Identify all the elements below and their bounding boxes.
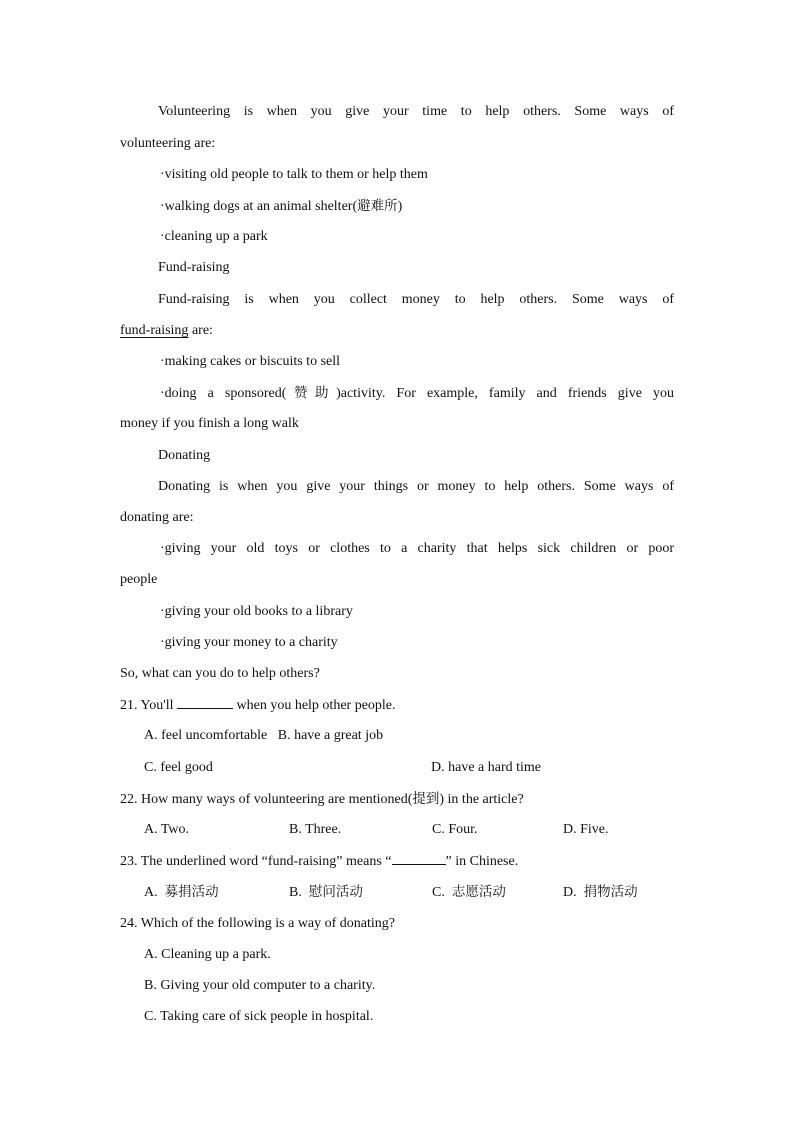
question-22: 22. How many ways of volunteering are mentioned(提到) in the article? [120, 791, 524, 807]
volunteering-paragraph-line2: volunteering are: [120, 136, 216, 151]
donating-paragraph-line2: donating are: [120, 510, 194, 525]
fundraising-paragraph-line1: Fund-raising is when you collect money to help others. Some ways of [158, 292, 674, 307]
closing-question: So, what can you do to help others? [120, 666, 320, 681]
question-21-options-row1 [144, 727, 674, 745]
fundraising-bullet-1: ·making cakes or biscuits to sell [160, 354, 341, 369]
option-b: B. 慰问活动 [289, 884, 363, 900]
volunteering-bullet-1: ·visiting old people to talk to them or help them [160, 167, 428, 182]
option-d: D. Five. [563, 822, 609, 837]
donating-bullet-2: ·giving your old books to a library [160, 604, 353, 619]
question-24: 24. Which of the following is a way of donating? [120, 916, 396, 931]
option-d: D. 捐物活动 [563, 884, 638, 900]
donating-bullet-1-line2: people [120, 572, 158, 587]
question-24-option-b: B. Giving your old computer to a charity. [144, 978, 376, 993]
fundraising-bullet-2-line2: money if you finish a long walk [120, 416, 299, 431]
fundraising-heading: Fund-raising [158, 260, 230, 275]
option-a: A. Two. [144, 822, 190, 837]
option-a: A. feel uncomfortable [144, 728, 268, 743]
donating-heading: Donating [158, 448, 211, 463]
volunteering-bullet-3: ·cleaning up a park [160, 229, 268, 244]
question-21: 21. You'll when you help other people. [120, 698, 396, 713]
volunteering-paragraph-line1: Volunteering is when you give your time to help others. Some ways of [158, 104, 674, 119]
option-a: A. 募捐活动 [144, 884, 219, 900]
underlined-word: fund-raising [120, 323, 189, 338]
donating-paragraph-line1: Donating is when you give your things or money to help others. Some ways of [158, 479, 674, 494]
question-24-option-a: A. Cleaning up a park. [144, 947, 271, 962]
volunteering-bullet-2: ·walking dogs at an animal shelter(避难所) [160, 198, 403, 214]
answer-blank [392, 852, 446, 865]
donating-bullet-3: ·giving your money to a charity [160, 635, 338, 650]
option-c: C. 志愿活动 [432, 884, 506, 900]
fundraising-bullet-2-line1: ·doing a sponsored(赞助)activity. For example, family and friends give you [160, 385, 674, 401]
option-b: B. have a great job [277, 728, 384, 743]
option-b: B. Three. [289, 822, 342, 837]
option-c: C. feel good [144, 760, 213, 775]
fundraising-paragraph-line2: fund-raising are: [120, 323, 213, 338]
question-24-option-c: C. Taking care of sick people in hospital. [144, 1009, 374, 1024]
question-23: 23. The underlined word “fund-raising” means “ ” in Chinese. [120, 854, 519, 869]
answer-blank [177, 696, 233, 709]
option-c: C. Four. [432, 822, 478, 837]
donating-bullet-1-line1: ·giving your old toys or clothes to a charity that helps sick children or poor [160, 541, 674, 556]
option-d: D. have a hard time [431, 760, 542, 775]
